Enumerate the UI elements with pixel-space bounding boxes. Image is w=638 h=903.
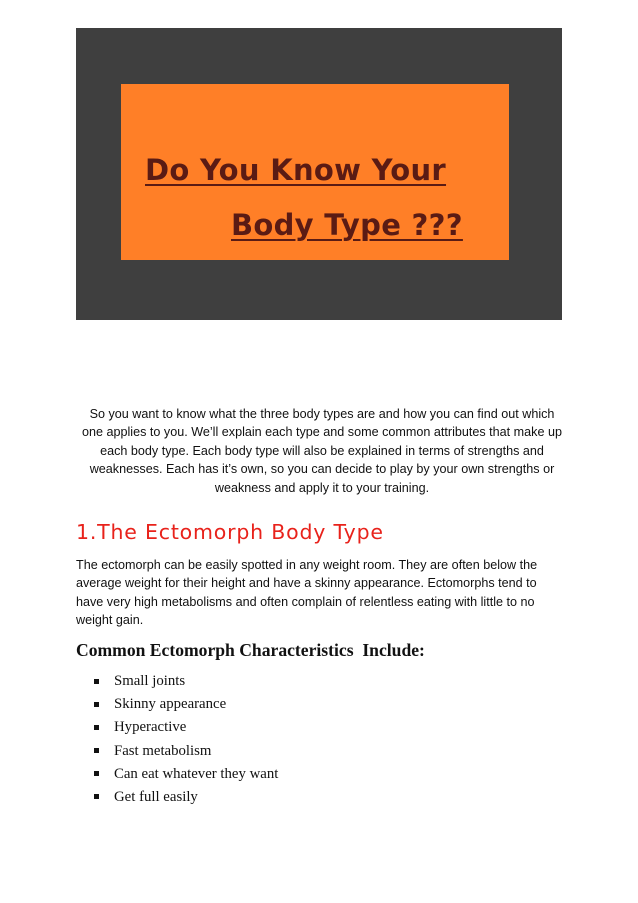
banner-title-line-2: Body Type ??? [231, 208, 463, 242]
section-paragraph: The ectomorph can be easily spotted in any weight room. They are often below the average weight for their height and have a skinny appearance. Ectomorphs tend to have very high metabolisms and often complain of relentless eating with little to no weight gain. [76, 558, 538, 628]
intro-paragraph: So you want to know what the three body types are and how you can find out which one applies to you. We’ll explain each type and some common attributes that make up each body type. Each body type will also be explained in terms of strengths and weaknesses. Each has it’s own, so you can decide to play by your own strengths or weakness and apply it to your training. [81, 407, 562, 495]
bullet-square-icon [94, 725, 99, 730]
bullet-square-icon [94, 702, 99, 707]
list-item-label: Small joints [114, 673, 186, 689]
bullet-square-icon [94, 679, 99, 684]
list-item-label: Can eat whatever they want [114, 765, 279, 782]
bullet-square-icon [94, 794, 99, 799]
list-item-label: Fast metabolism [114, 742, 212, 759]
banner-panel [121, 84, 509, 260]
bullet-square-icon [94, 748, 99, 753]
banner-image [76, 28, 562, 320]
section-heading: 1.The Ectomorph Body Type [76, 520, 384, 544]
banner-title-line-1: Do You Know Your [145, 153, 447, 187]
list-item-label: Get full easily [114, 788, 198, 805]
characteristics-heading: Common Ectomorph Characteristics Include: [76, 640, 425, 660]
list-item-label: Hyperactive [114, 719, 187, 736]
bullet-square-icon [94, 771, 99, 776]
list-item-label: Skinny appearance [114, 696, 227, 713]
